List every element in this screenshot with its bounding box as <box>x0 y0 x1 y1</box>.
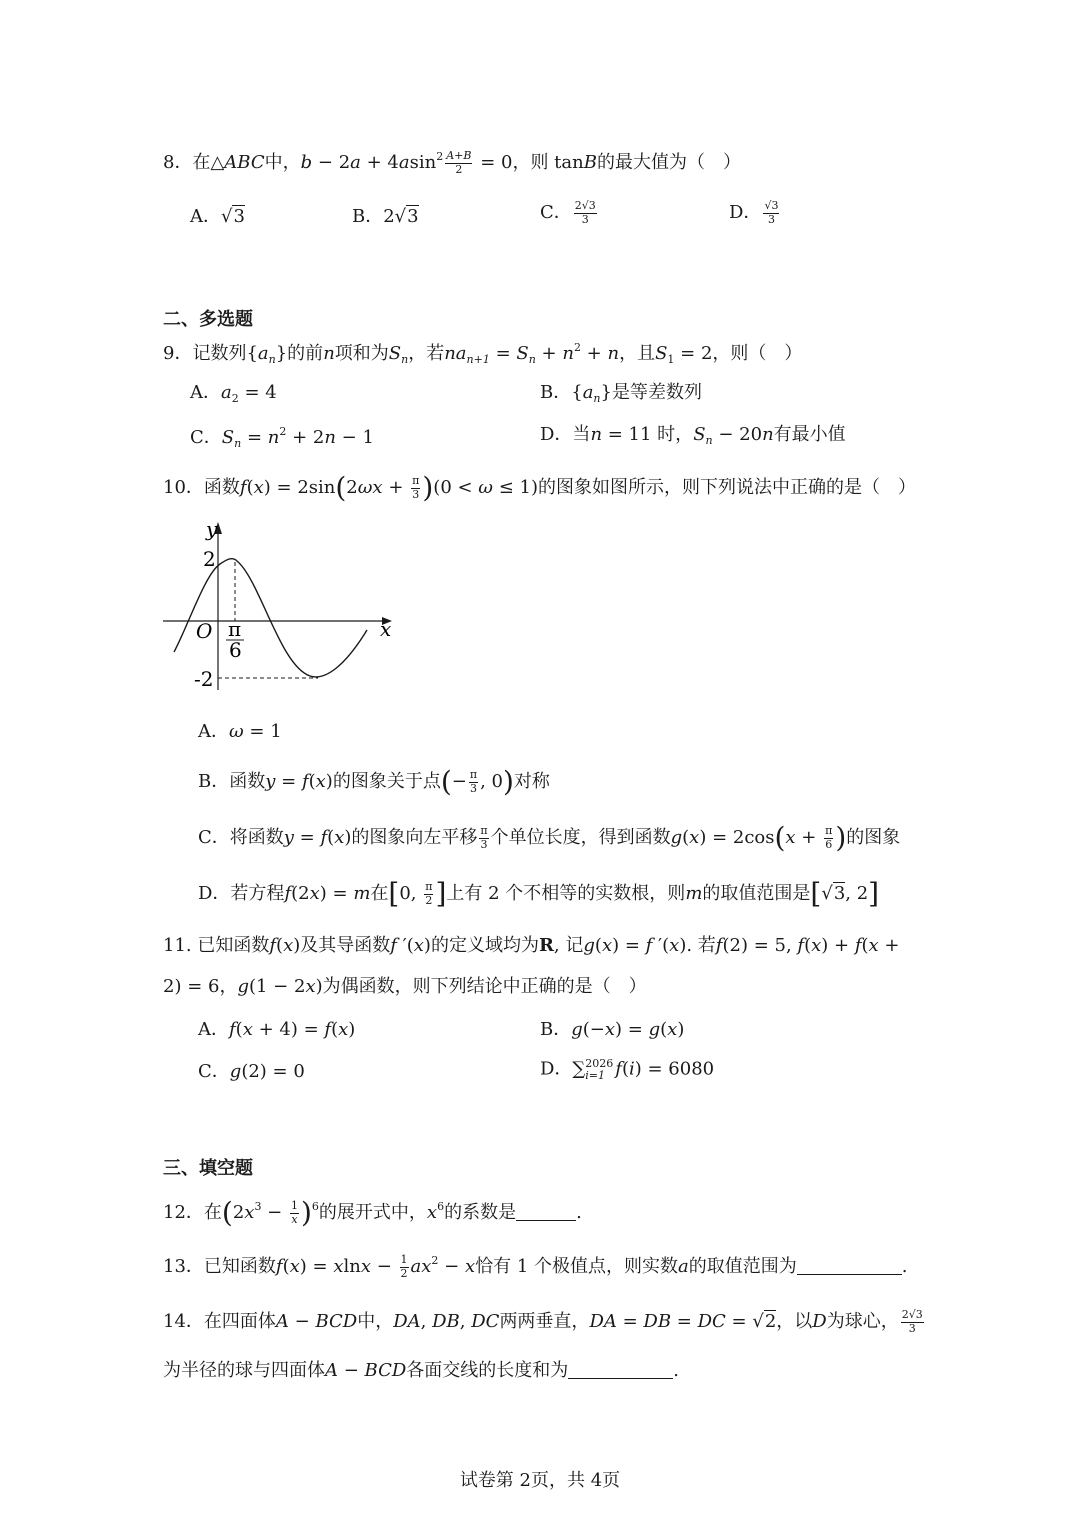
question-11-line-2: 2) = 6，g(1 − 2x)为偶函数，则下列结论中正确的是（ ） <box>163 976 647 997</box>
question-12: 12．在($2x^3$ − $\frac{1}{x}$ )$^6$的展开式中，$x^6$的系数是 . <box>163 1196 582 1229</box>
q9-option-c: C．$S_n = n^2 + 2n - 1$ <box>190 425 374 450</box>
question-14-line-1: 14．在四面体A − BCD中，DA, DB, DC两两垂直，DA = DB = DC = √2，以D为球心， $\frac{2√3}{3}$ <box>163 1308 923 1335</box>
sine-graph <box>160 518 400 698</box>
answer-blank-12[interactable] <box>516 1202 576 1221</box>
sine-curve <box>174 559 367 677</box>
q8-option-c: C． $\frac{2√3}{3}$ <box>540 199 596 226</box>
question-11-line-1: 11. 已知函数f(x)及其导函数f ′(x)的定义域均为R, 记g(x) = f ′(x). 若f(2) = 5, f(x) + f(x + <box>163 935 900 956</box>
section-heading-multiple-choice: 二、多选题 <box>163 309 253 330</box>
q9-option-a: A．$a_2 = 4$ <box>190 382 277 405</box>
q10-option-c: C．将函数y = f(x)的图象向左平移 $\frac{\pi}{3}$ 个单位长度，得到函数g(x) = 2cos(x + $\frac{\pi}{6}$ )的图象 <box>198 821 901 854</box>
question-9: 9．记数列$\{a_n\}$的前n项和为$S_n$，若$na_{n+1} = S_n + n^2 + n$，且$S_1 = 2$，则（ ） <box>163 341 803 366</box>
q10-option-a: A．ω = 1 <box>198 721 282 742</box>
tick-pi: π <box>228 617 242 641</box>
q11-option-a: A．f(x + 4) = f(x) <box>198 1019 356 1040</box>
q11-option-c: C．g(2) = 0 <box>198 1061 305 1082</box>
q9-option-d: D．当n = 11 时，$S_n - 20n$有最小值 <box>540 424 846 447</box>
answer-blank-13[interactable] <box>797 1256 902 1275</box>
q10-option-b: B．函数y = f(x)的图象关于点(− $\frac{\pi}{3}$ , 0)对称 <box>198 765 550 798</box>
min-label: -2 <box>194 667 214 691</box>
q8-option-d: D． $\frac{√3}{3}$ <box>729 199 779 226</box>
section-heading-fill-in: 三、填空题 <box>163 1158 253 1179</box>
q11-option-b: B．g(−x) = g(x) <box>540 1019 685 1040</box>
q10-option-d: D．若方程f(2x) = m在[0, $\frac{\pi}{2}$ ]上有 2 个不相等的实数根，则m的取值范围是[√3, 2] <box>198 877 880 910</box>
question-8-number: 8．在△ <box>163 152 225 174</box>
max-label: 2 <box>203 547 216 571</box>
x-label: x <box>380 617 392 641</box>
y-label: y <box>206 518 218 541</box>
q8-option-b: B．2√3 <box>352 206 419 227</box>
origin-label: O <box>196 619 213 643</box>
q11-option-d: D．∑ 2026 i=1 f(i) = 6080 <box>540 1057 715 1082</box>
question-14-line-2: 为半径的球与四面体A − BCD各面交线的长度和为 . <box>163 1360 680 1381</box>
page-footer: 试卷第 2页，共 4页 <box>459 1470 621 1491</box>
question-8: 8．在△ABC中，b − 2a + 4asin$^2$ $\frac{A+B}{2}$ = 0，则 tanB的最大值为（ ） <box>163 149 741 176</box>
question-10: 10．函数f(x) = 2sin(2ωx + $\frac{\pi}{3}$ )(0 < ω ≤ 1)的图象如图所示，则下列说法中正确的是（ ） <box>163 471 916 504</box>
tick-six: 6 <box>229 638 242 662</box>
q9-option-b: B．$\{a_n\}$是等差数列 <box>540 382 702 405</box>
question-13: 13．已知函数f(x) = xlnx − $\frac{1}{2}$ $ax^2 - x$恰有 1 个极值点，则实数a的取值范围为 . <box>163 1253 908 1280</box>
answer-blank-14[interactable] <box>568 1360 673 1379</box>
q8-option-a: A．√3 <box>190 206 245 227</box>
